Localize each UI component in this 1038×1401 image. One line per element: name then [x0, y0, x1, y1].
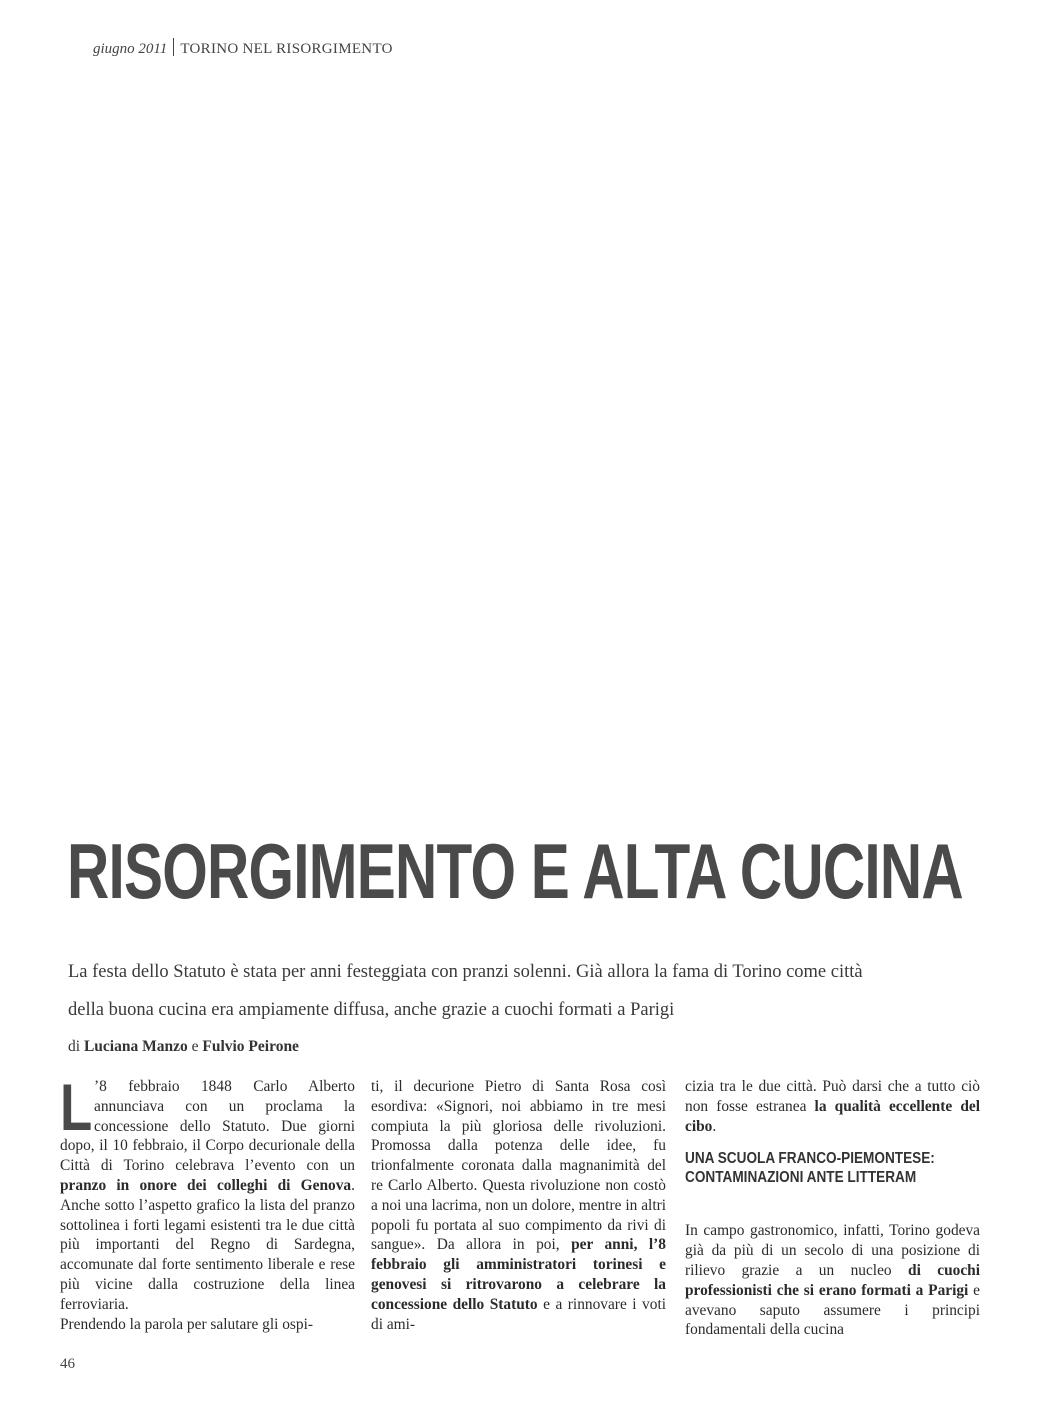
drop-cap: L: [60, 1070, 93, 1144]
text-run: cizia tra le due città. Può darsi che a tutto ciò non fosse estranea: [685, 1078, 980, 1115]
issue-date: giugno 2011: [93, 41, 168, 57]
highlight-text: la qualità eccellente del cibo: [685, 1097, 981, 1135]
section-name: TORINO NEL RISORGIMENTO: [180, 41, 393, 57]
author-1: Luciana Manzo: [83, 1038, 188, 1055]
text-run: e a rinnovare i voti di ami-: [371, 1295, 666, 1333]
author-2: Fulvio Peirone: [202, 1038, 299, 1055]
text-run: ti, il decurione Pietro di Santa Rosa così esordiva: «Signori, noi abbiamo in tre mesi compiuta la più gloriosa delle rivoluzioni. Promossa dalla potenza delle idee, fu trionfalmente coronata dalla magnanimità del re Carlo Alberto. Questa rivoluzione non costò a noi una lacrima, non un dolore, mentre in altri popoli fu portata al suo compimento da rivi di sangue». Da allora in poi,: [371, 1078, 666, 1254]
running-header: [93, 38, 393, 58]
body-column-1: [60, 1070, 355, 1334]
highlight-text: di cuochi professionisti che si erano formati a Parigi: [685, 1261, 981, 1299]
article-title: RISORGIMENTO E ALTA CUCINA: [67, 827, 963, 915]
paragraph: [60, 1070, 355, 1315]
text-run: e avevano saputo assumere i principi fondamentali della cucina: [685, 1281, 980, 1339]
paragraph: [685, 1077, 980, 1136]
header-divider: [173, 38, 174, 56]
page-number: 46: [60, 1356, 75, 1372]
body-column-3: [685, 1077, 980, 1340]
highlight-text: per anni, l’8 febbraio gli amministratori torinesi e genovesi si ritrovarono a celebrare la concessione dello Statuto: [371, 1236, 666, 1313]
paragraph: [685, 1221, 980, 1340]
highlight-text: pranzo in onore dei colleghi di Genova: [60, 1176, 352, 1194]
article-subtitle: La festa dello Statuto è stata per anni festeggiata con pranzi solenni. Già allora la fama di Torino come città della buona cucina era ampiamente diffusa, anche grazie a cuochi formati a Parigi: [68, 962, 863, 1020]
byline: [68, 1038, 299, 1056]
paragraph: Prendendo la parola per salutare gli ospi-: [60, 1315, 314, 1333]
paragraph: [371, 1077, 666, 1334]
text-run: In campo gastronomico, infatti, Torino godeva già da più di un secolo di una posizione di rilievo grazie a un nucleo: [685, 1222, 980, 1279]
body-column-2: [371, 1077, 666, 1334]
byline-prefix: di: [68, 1038, 81, 1055]
text-run: .: [712, 1117, 717, 1135]
text-run: . Anche sotto l’aspetto grafico la lista del pranzo sottolinea i forti legami esistenti tra le due città più importanti del Regno di Sardegna, accomunate dal forte sentimento liberale e rese più vicine dalla costruzione della linea ferroviaria.: [60, 1176, 355, 1313]
section-subheading: UNA SCUOLA FRANCO-PIEMONTESE: CONTAMINAZIONI ANTE LITTERAM: [685, 1150, 935, 1187]
byline-conjunction: e: [191, 1038, 199, 1055]
text-run: ’8 febbraio 1848 Carlo Alberto annunciava con un proclama la concessione dello Statuto. Due giorni dopo, il 10 febbraio, il Corpo decurionale della Città di Torino celebrava l’evento con un: [60, 1078, 355, 1175]
